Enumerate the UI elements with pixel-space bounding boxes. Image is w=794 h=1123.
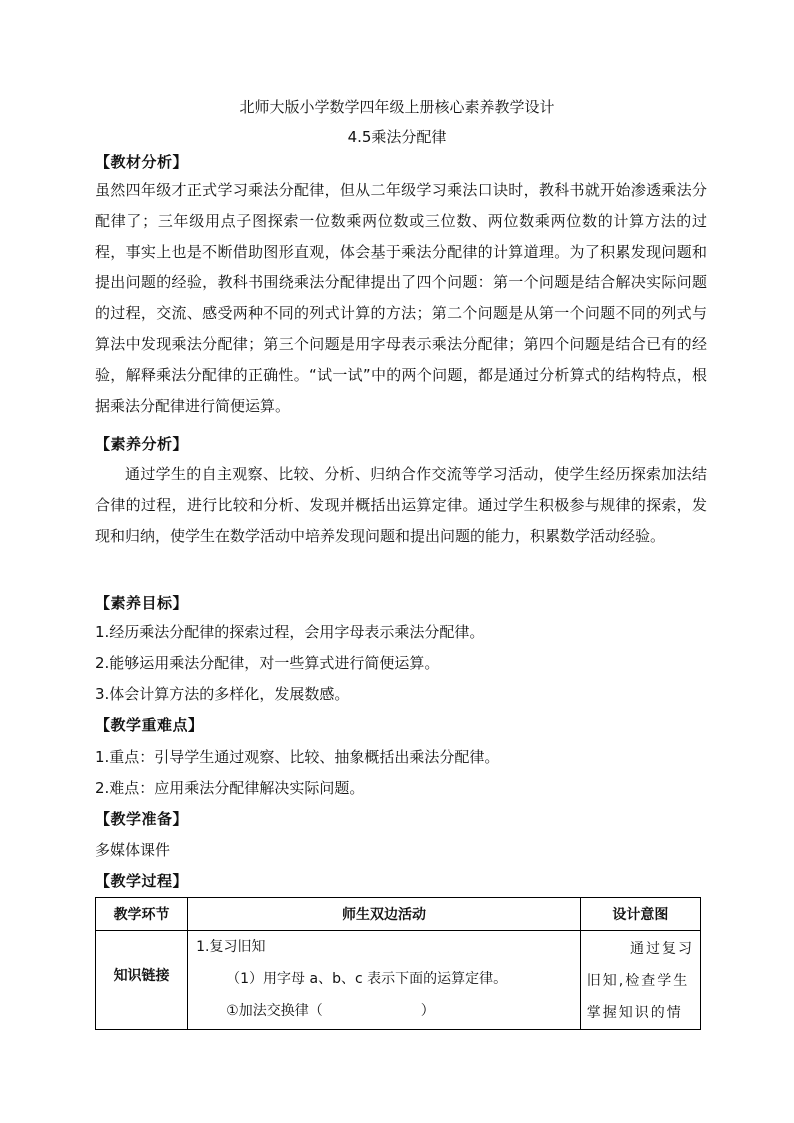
key-point-item: 1.重点：引导学生通过观察、比较、抽象概括出乘法分配律。 — [95, 748, 500, 766]
heading-literacy-goals: 【素养目标】 — [95, 594, 189, 612]
literacy-analysis-text: 通过学生的自主观察、比较、分析、归纳合作交流等学习活动，使学生经历探索加法结合律的过程，进行比较和分析、发现并概括出运算定律。通过学生积极参与规律的探索，发现和归纳，使学生在数学活动中培养发现问题和提出问题的能力，积累数学活动经验。 — [95, 465, 707, 545]
activities-cell — [188, 931, 581, 1030]
heading-preparation: 【教学准备】 — [95, 810, 189, 828]
table-row — [96, 931, 701, 1030]
activity-line: （1）用字母 a、b、c 表示下面的运算定律。 — [226, 971, 508, 987]
intent-line: 旧知,检查学生 — [586, 973, 690, 989]
column-header-activities: 师生双边活动 — [188, 898, 581, 931]
document-title: 北师大版小学数学四年级上册核心素养教学设计 — [239, 98, 555, 116]
heading-literacy-analysis: 【素养分析】 — [95, 435, 189, 453]
intent-cell — [580, 931, 700, 1030]
intent-line: 通过复习 — [630, 941, 694, 957]
table-header-row — [96, 898, 701, 931]
activity-line: 1.复习旧知 — [196, 939, 266, 955]
activity-line: ①加法交换律（ ） — [226, 1003, 435, 1019]
column-header-intent: 设计意图 — [580, 898, 700, 931]
goal-item: 3.体会计算方法的多样化，发展数感。 — [95, 685, 350, 703]
heading-process: 【教学过程】 — [95, 872, 189, 890]
document-subtitle: 4.5乘法分配律 — [347, 128, 447, 146]
goal-item: 2.能够运用乘法分配律，对一些算式进行简便运算。 — [95, 654, 440, 672]
goal-item: 1.经历乘法分配律的探索过程，会用字母表示乘法分配律。 — [95, 623, 485, 641]
heading-key-points: 【教学重难点】 — [95, 716, 204, 734]
process-table — [95, 897, 701, 1030]
column-header-stage: 教学环节 — [96, 898, 188, 931]
stage-cell: 知识链接 — [96, 931, 188, 1030]
preparation-text: 多媒体课件 — [95, 841, 171, 859]
intent-line: 掌握知识的情 — [586, 1005, 683, 1021]
key-point-item: 2.难点：应用乘法分配律解决实际问题。 — [95, 779, 365, 797]
heading-material-analysis: 【教材分析】 — [95, 153, 189, 171]
material-analysis-text: 虽然四年级才正式学习乘法分配律，但从二年级学习乘法口诀时，教科书就开始渗透乘法分配律了；三年级用点子图探索一位数乘两位数或三位数、两位数乘两位数的计算方法的过程，事实上也是不断借助图形直观，体会基于乘法分配律的计算道理。为了积累发现问题和提出问题的经验，教科书围绕乘法分配律提出了四个问题：第一个问题是结合解决实际问题的过程，交流、感受两种不同的列式计算的方法；第二个问题是从第一个问题不同的列式与算法中发现乘法分配律；第三个问题是用字母表示乘法分配律；第四个问题是结合已有的经验，解释乘法分配律的正确性。“试一试”中的两个问题，都是通过分析算式的结构特点，根据乘法分配律进行简便运算。 — [95, 181, 707, 415]
